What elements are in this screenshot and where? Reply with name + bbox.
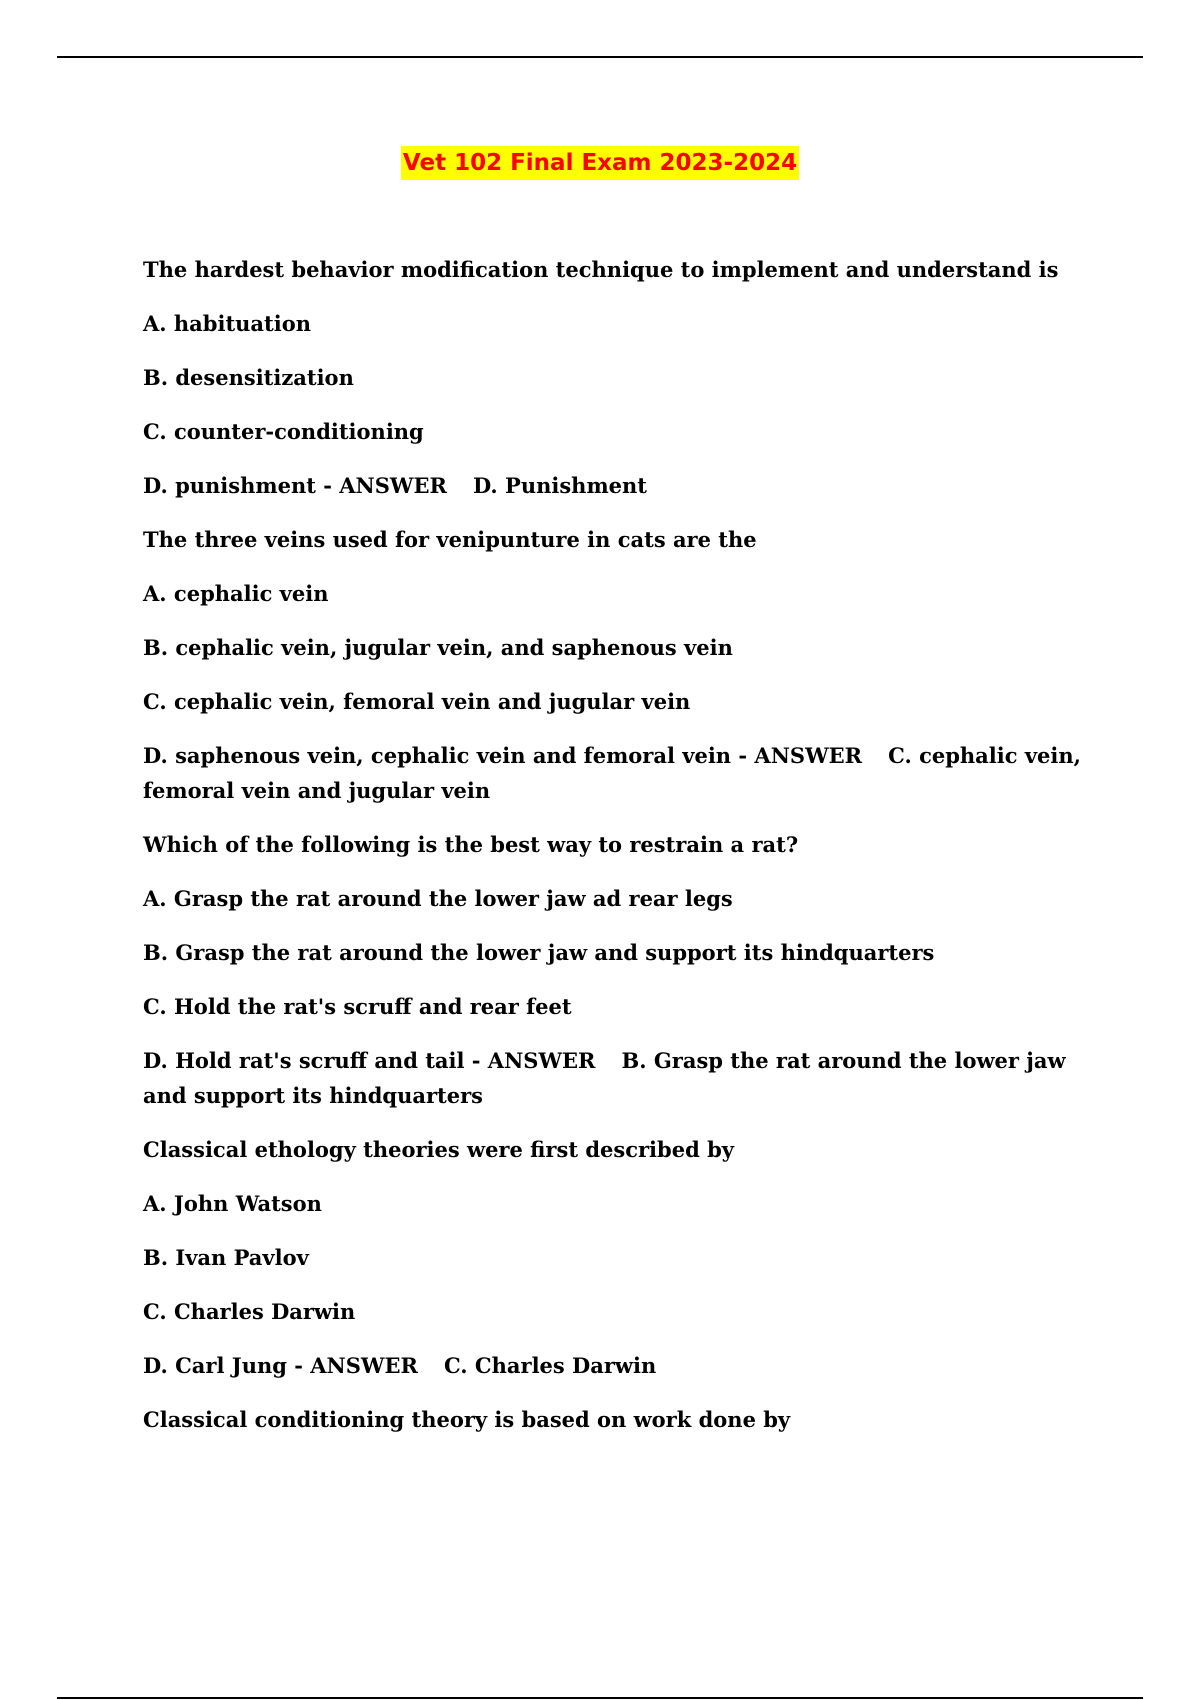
answer-option: B. Ivan Pavlov (143, 1245, 309, 1270)
title-container (0, 146, 1200, 180)
correct-answer: D. Punishment (472, 473, 647, 498)
answer-line (143, 1043, 1083, 1113)
correct-answer: C. Charles Darwin (443, 1353, 657, 1378)
question-prompt: Classical ethology theories were first described by (143, 1137, 734, 1162)
question-prompt: The three veins used for venipunture in cats are the (143, 527, 757, 552)
question-prompt: Which of the following is the best way to restrain a rat? (143, 832, 799, 857)
answer-option: D. saphenous vein, cephalic vein and femoral vein - ANSWER (143, 743, 863, 768)
correct-answer: C. cephalic vein, femoral vein and jugular vein (143, 743, 1081, 803)
answer-line (143, 468, 1083, 503)
document-title: Vet 102 Final Exam 2023-2024 (401, 146, 799, 180)
answer-option: A. John Watson (143, 1191, 322, 1216)
answer-line (143, 1348, 1083, 1383)
bottom-rule (57, 1697, 1143, 1699)
correct-answer: B. Grasp the rat around the lower jaw and support its hindquarters (143, 1048, 1066, 1108)
answer-option: B. desensitization (143, 365, 354, 390)
question-prompt: The hardest behavior modification technique to implement and understand is (143, 257, 1059, 282)
answer-option: A. habituation (143, 311, 311, 336)
answer-option: A. Grasp the rat around the lower jaw ad rear legs (143, 886, 733, 911)
answer-option: D. Hold rat's scruff and tail - ANSWER (143, 1048, 596, 1073)
answer-line (143, 738, 1083, 808)
answer-option: D. Carl Jung - ANSWER (143, 1353, 418, 1378)
answer-option: C. counter-conditioning (143, 419, 424, 444)
answer-option: B. cephalic vein, jugular vein, and saphenous vein (143, 635, 733, 660)
top-rule (57, 56, 1143, 58)
question-prompt: Classical conditioning theory is based on work done by (143, 1407, 791, 1432)
answer-option: C. cephalic vein, femoral vein and jugular vein (143, 689, 691, 714)
answer-option: C. Hold the rat's scruff and rear feet (143, 994, 572, 1019)
answer-option: B. Grasp the rat around the lower jaw and support its hindquarters (143, 940, 935, 965)
question-list (143, 252, 1083, 1456)
answer-option: A. cephalic vein (143, 581, 329, 606)
answer-option: D. punishment - ANSWER (143, 473, 447, 498)
answer-option: C. Charles Darwin (143, 1299, 356, 1324)
